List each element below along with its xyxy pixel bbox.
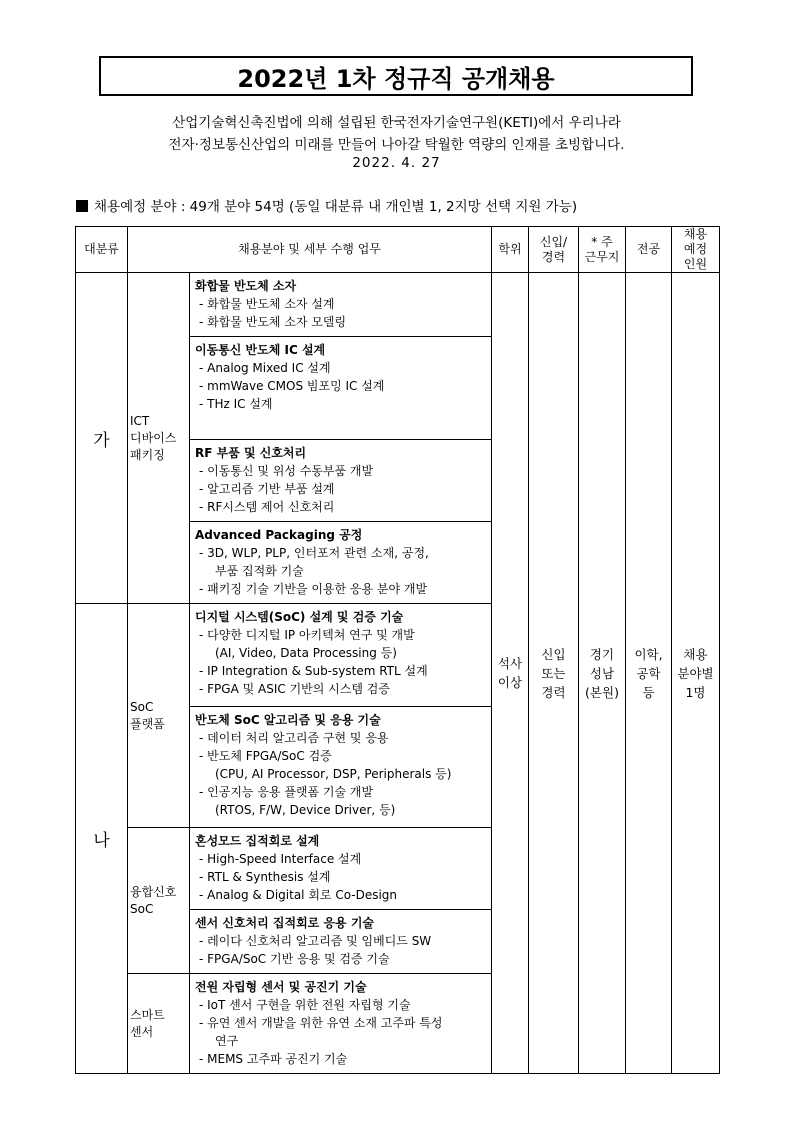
duty-item: - Analog & Digital 회로 Co-Design [199, 888, 398, 902]
major-category: 가 [76, 273, 128, 604]
field-cell [190, 273, 492, 337]
header-major-study: 전공 [626, 227, 672, 273]
duty-item: - 레이다 신호처리 알고리즘 및 임베디드 SW [199, 934, 432, 948]
square-bullet-icon [76, 200, 88, 212]
duty-item: - 알고리즘 기반 부품 설계 [199, 482, 335, 496]
duty-item: (AI, Video, Data Processing 등) [215, 646, 397, 660]
duty-item: (RTOS, F/W, Device Driver, 등) [215, 803, 396, 817]
duty-item: - 데이터 처리 알고리즘 구현 및 응용 [199, 731, 389, 745]
header-major: 대분류 [76, 227, 128, 273]
field-cell [190, 828, 492, 910]
page-title: 2022년 1차 정규직 공개채용 [99, 56, 693, 96]
header-degree: 학위 [492, 227, 529, 273]
field-title: 혼성모드 집적회로 설계 [195, 834, 320, 848]
duty-item: - High-Speed Interface 설계 [199, 852, 362, 866]
field-cell [190, 974, 492, 1074]
field-cell [190, 910, 492, 974]
subcategory: 스마트 센서 [128, 974, 190, 1074]
duty-item: - IP Integration & Sub-system RTL 설계 [199, 664, 428, 678]
field-title: RF 부품 및 신호처리 [195, 446, 307, 460]
duty-item: - 반도체 FPGA/SoC 검증 [199, 749, 332, 763]
duty-item: - 유연 센서 개발을 위한 유연 소재 고주파 특성 [199, 1016, 443, 1030]
recruitment-summary [76, 195, 577, 215]
headcount-cell: 채용 분야별 1명 [672, 273, 720, 1074]
field-title: 디지털 시스템(SoC) 설계 및 검증 기술 [195, 610, 404, 624]
duty-item: - MEMS 고주파 공진기 기술 [199, 1052, 348, 1066]
duty-item: - 3D, WLP, PLP, 인터포저 관련 소재, 공정, [199, 546, 429, 560]
location-cell: 경기 성남 (본원) [579, 273, 626, 1074]
duty-item: - 다양한 디지털 IP 아키텍쳐 연구 및 개발 [199, 628, 415, 642]
recruitment-table [75, 226, 720, 1074]
intro-line-2: 전자·정보통신산업의 미래를 만들어 나아갈 탁월한 역량의 인재를 초빙합니다. [168, 137, 625, 153]
duty-item: - 이동통신 및 위성 수동부품 개발 [199, 464, 374, 478]
intro-date: 2022. 4. 27 [352, 155, 441, 171]
duty-item: - FPGA 및 ASIC 기반의 시스템 검증 [199, 682, 390, 696]
duty-item: - 화합물 반도체 소자 모델링 [199, 315, 347, 329]
field-cell [190, 337, 492, 440]
field-cell [190, 604, 492, 707]
header-career: 신입/ 경력 [529, 227, 579, 273]
major-study-cell: 이학, 공학 등 [626, 273, 672, 1074]
field-title: Advanced Packaging 공정 [195, 528, 363, 542]
duty-item: - Analog Mixed IC 설계 [199, 361, 331, 375]
major-category: 나 [76, 604, 128, 1074]
duty-item: 부품 집적화 기술 [215, 564, 304, 578]
subcategory: ICT 디바이스 패키징 [128, 273, 190, 604]
duty-item: (CPU, AI Processor, DSP, Peripherals 등) [215, 767, 452, 781]
intro-line-1: 산업기술혁신촉진법에 의해 설립된 한국전자기술연구원(KETI)에서 우리나라 [172, 115, 621, 131]
field-title: 반도체 SoC 알고리즘 및 응용 기술 [195, 713, 381, 727]
summary-text: 채용예정 분야 : 49개 분야 54명 (동일 대분류 내 개인별 1, 2지망 선택 지원 가능) [94, 199, 578, 215]
table-header-row [76, 227, 720, 273]
duty-item: - RF시스템 제어 신호처리 [199, 500, 335, 514]
duty-item: - IoT 센서 구현을 위한 전원 자립형 기술 [199, 998, 411, 1012]
field-cell [190, 522, 492, 604]
duty-item: - 화합물 반도체 소자 설계 [199, 297, 335, 311]
subcategory: 융합신호 SoC [128, 828, 190, 974]
header-location: * 주 근무지 [579, 227, 626, 273]
field-title: 센서 신호처리 집적회로 응용 기술 [195, 916, 375, 930]
degree-cell: 석사 이상 [492, 273, 529, 1074]
subcategory: SoC 플랫폼 [128, 604, 190, 828]
header-headcount: 채용 예정 인원 [672, 227, 720, 273]
header-field: 채용분야 및 세부 수행 업무 [128, 227, 492, 273]
field-title: 이동통신 반도체 IC 설계 [195, 343, 326, 357]
field-cell [190, 707, 492, 828]
duty-item: - 인공지능 응용 플랫폼 기술 개발 [199, 785, 374, 799]
duty-item: 연구 [215, 1034, 239, 1048]
field-title: 전원 자립형 센서 및 공진기 기술 [195, 980, 367, 994]
duty-item: - mmWave CMOS 빔포밍 IC 설계 [199, 379, 385, 393]
duty-item: - FPGA/SoC 기반 응용 및 검증 기술 [199, 952, 390, 966]
field-title: 화합물 반도체 소자 [195, 279, 297, 293]
duty-item: - RTL & Synthesis 설계 [199, 870, 331, 884]
field-cell [190, 440, 492, 522]
duty-item: - THz IC 설계 [199, 397, 273, 411]
career-cell: 신입 또는 경력 [529, 273, 579, 1074]
table-row [76, 273, 720, 337]
duty-item: - 패키징 기술 기반을 이용한 응용 분야 개발 [199, 582, 428, 596]
